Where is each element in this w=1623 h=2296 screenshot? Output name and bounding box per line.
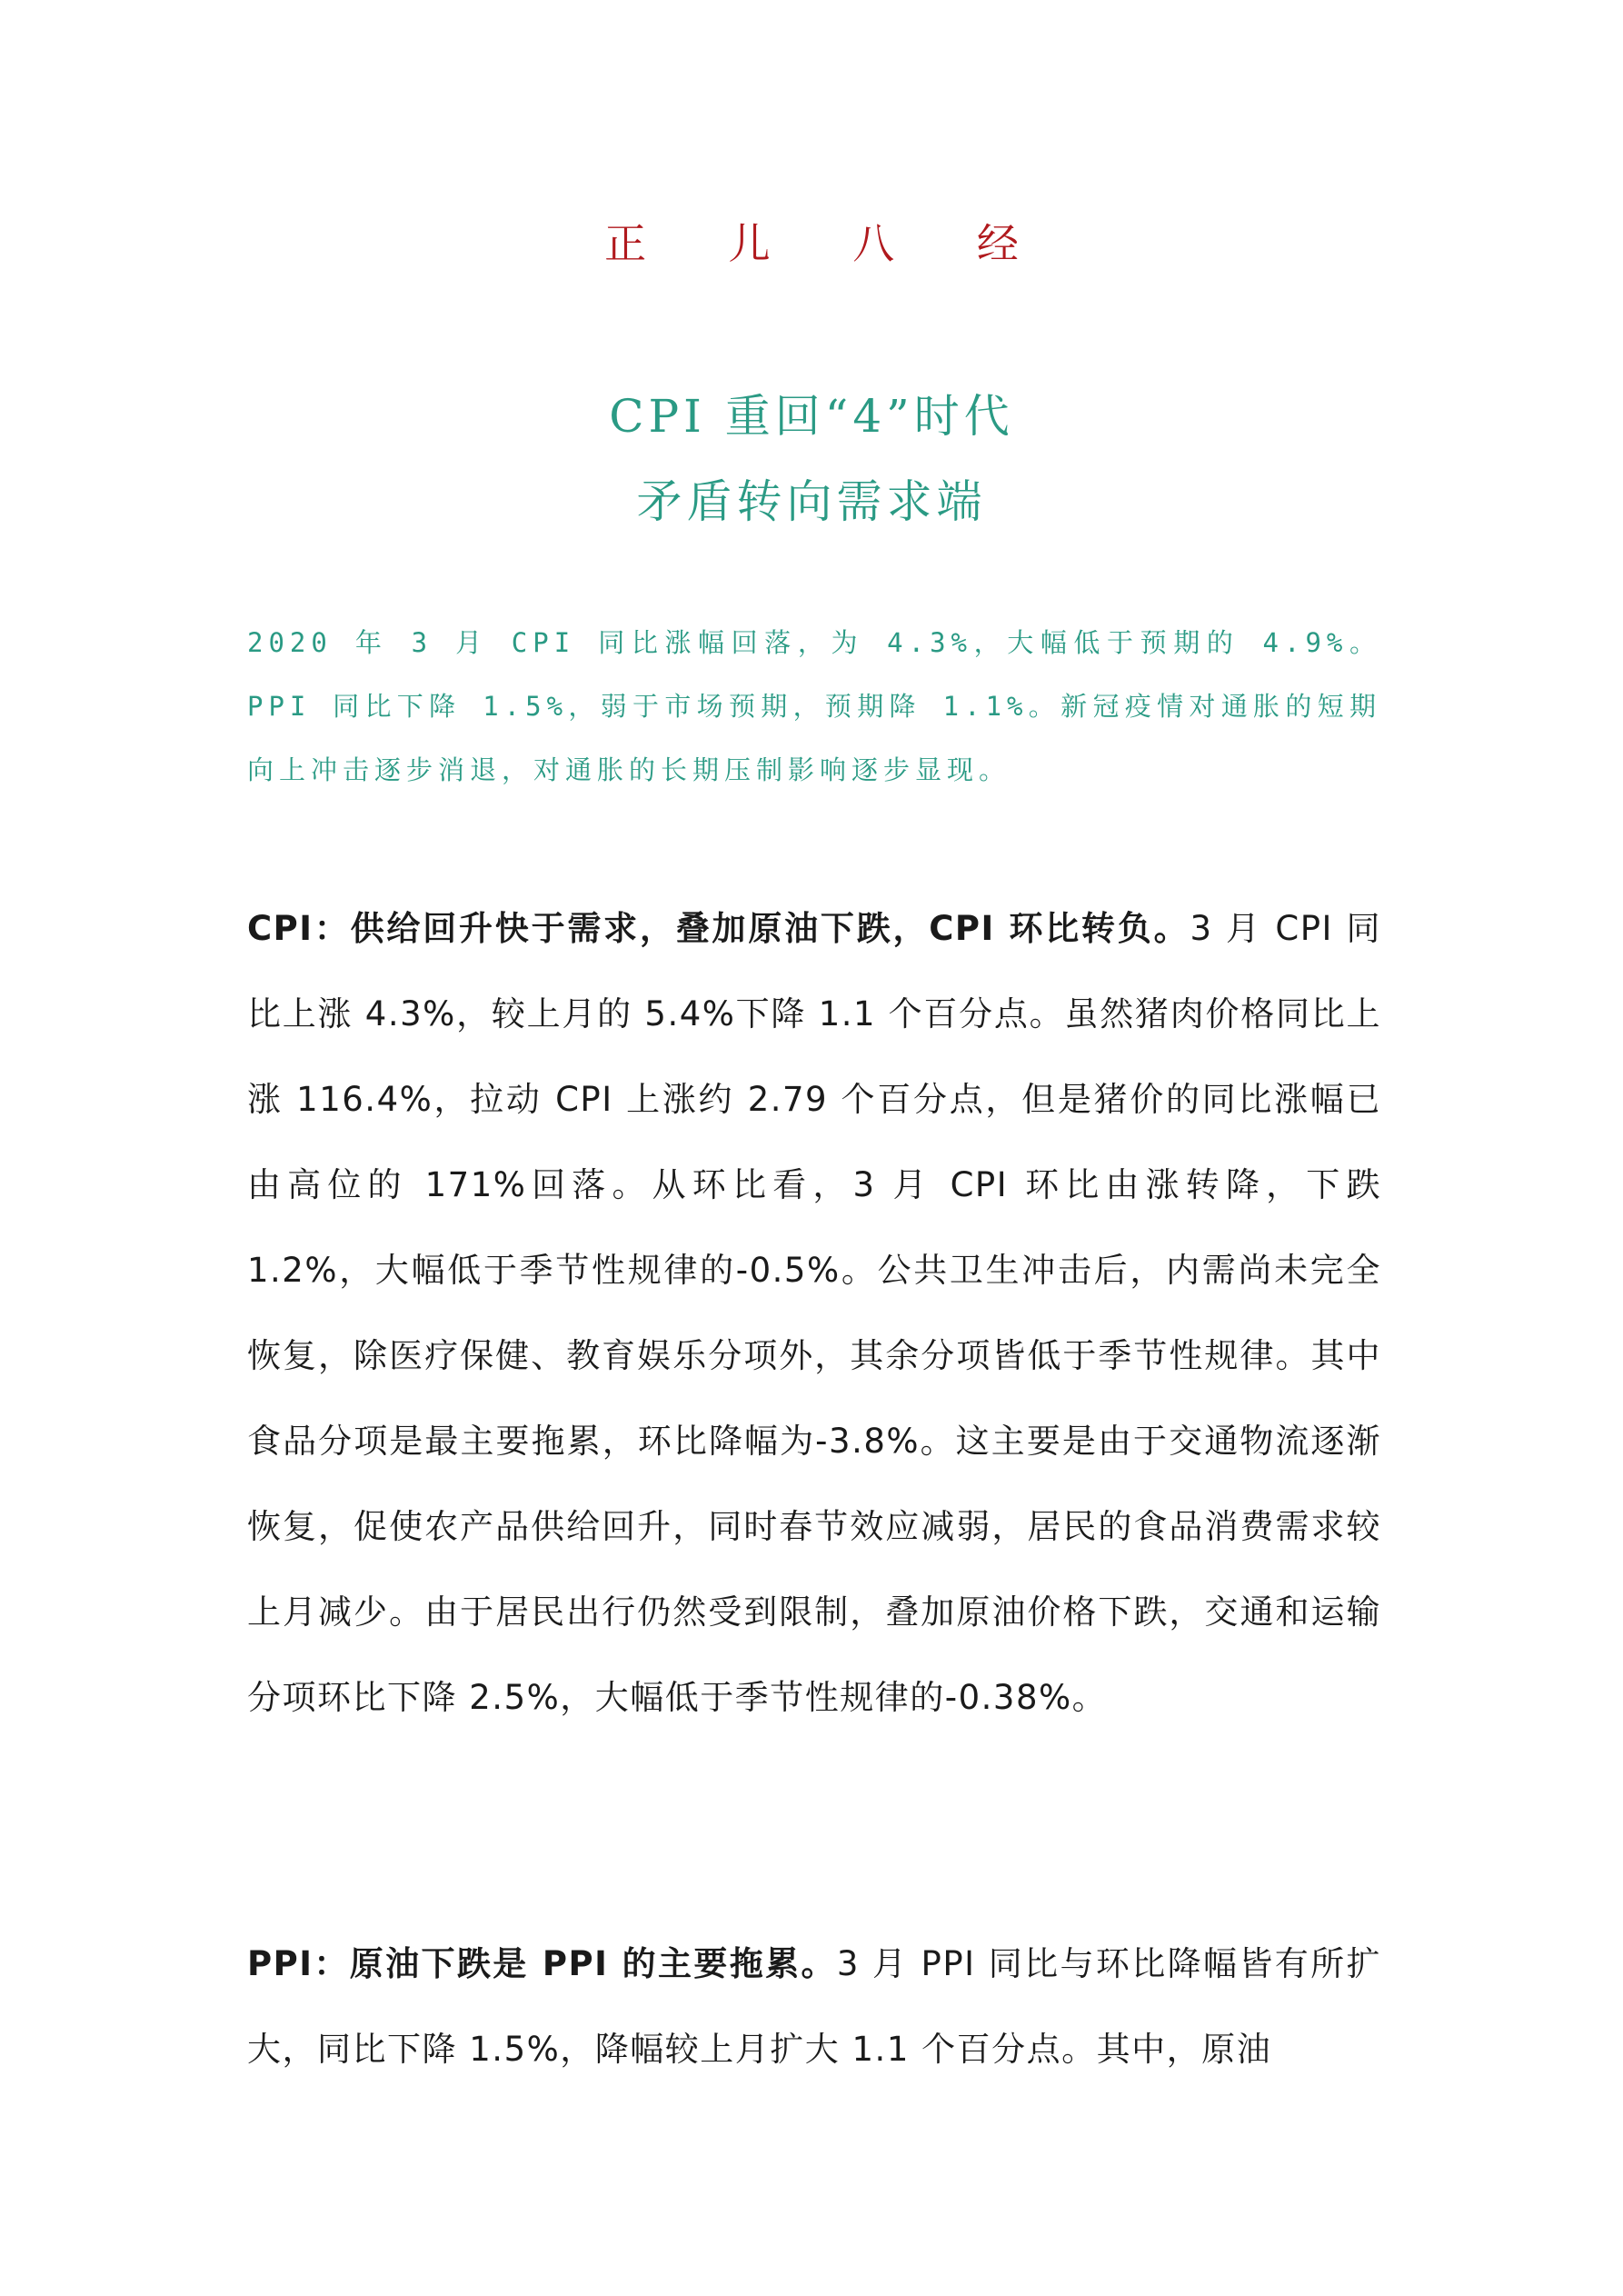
summary-paragraph: 2020 年 3 月 CPI 同比涨幅回落，为 4.3%，大幅低于预期的 4.9%。PPI 同比下降 1.5%，弱于市场预期，预期降 1.1%。新冠疫情对通胀的短期向上冲击逐步消退，对通胀的长期压制影响逐步显现。 — [247, 627, 1381, 785]
cpi-section-paragraph — [247, 886, 1381, 1741]
article-title-line2: 矛盾转向需求端 — [636, 475, 987, 528]
ppi-section-paragraph — [247, 1922, 1381, 2092]
ppi-section-lead: PPI：原油下跌是 PPI 的主要拖累。 — [247, 1944, 837, 1983]
ppi-section-body: 3 月 PPI 同比与环比降幅皆有所扩大，同比下降 1.5%，降幅较上月扩大 1.1 个百分点。其中，原油 — [247, 1944, 1381, 2069]
article-title-line1: CPI 重回“4”时代 — [609, 390, 1014, 443]
brand-header: 正 儿 八 经 — [604, 219, 1053, 268]
cpi-section-lead: CPI：供给回升快于需求，叠加原油下跌，CPI 环比转负。 — [247, 909, 1190, 948]
cpi-section-body: 3 月 CPI 同比上涨 4.3%，较上月的 5.4%下降 1.1 个百分点。虽然猪肉价格同比上涨 116.4%，拉动 CPI 上涨约 2.79 个百分点，但是猪价的同比涨幅已由高位的 171%回落。从环比看，3 月 CPI 环比由涨转降，下跌 1.2%，大幅低于季节性规律的-0.5%。公共卫生冲击后，内需尚未完全恢复，除医疗保健、教育娱乐分项外，其余分项皆低于季节性规律。其中食品分项是最主要拖累，环比降幅为-3.8%。这主要是由于交通物流逐渐恢复，促使农产品供给回升，同时春节效应减弱，居民的食品消费需求较上月减少。由于居民出行仍然受到限制，叠加原油价格下跌，交通和运输分项环比下降 2.5%，大幅低于季节性规律的-0.38%。 — [247, 909, 1381, 1717]
